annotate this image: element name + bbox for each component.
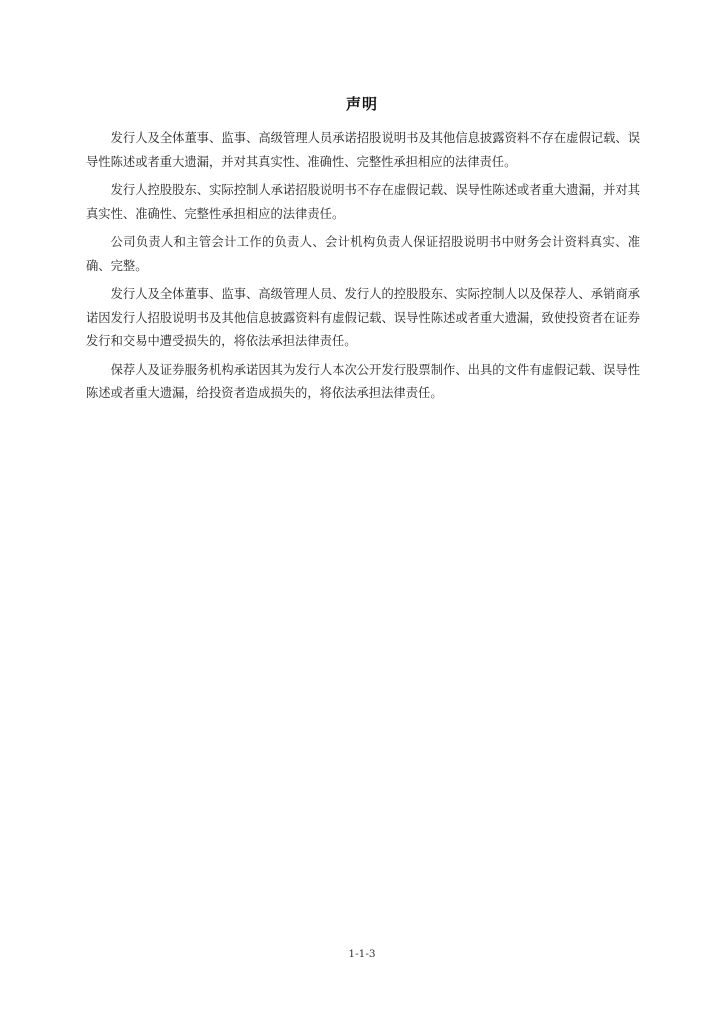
paragraph-controlling-shareholder: 发行人控股股东、实际控制人承诺招股说明书不存在虚假记载、误导性陈述或者重大遗漏，并对其真实性、准确性、完整性承担相应的法律责任。 [86,183,640,221]
paragraph-sponsor-service-agencies: 保荐人及证券服务机构承诺因其为发行人本次公开发行股票制作、出具的文件有虚假记载、误导性陈述或者重大遗漏，给投资者造成损失的，将依法承担法律责任。 [86,362,640,400]
page-title: 声明 [345,95,378,113]
page-number: 1-1-3 [348,948,376,960]
paragraph-joint-liability: 发行人及全体董事、监事、高级管理人员、发行人的控股股东、实际控制人以及保荐人、承销商承诺因发行人招股说明书及其他信息披露资料有虚假记载、误导性陈述或者重大遗漏，致使投资者在证券发行和交易中遭受损失的，将依法承担法律责任。 [86,287,640,348]
paragraph-accounting-officers: 公司负责人和主管会计工作的负责人、会计机构负责人保证招股说明书中财务会计资料真实、准确、完整。 [86,235,640,273]
paragraph-issuer-directors: 发行人及全体董事、监事、高级管理人员承诺招股说明书及其他信息披露资料不存在虚假记载、误导性陈述或者重大遗漏，并对其真实性、准确性、完整性承担相应的法律责任。 [86,131,640,169]
declaration-body [86,127,640,411]
